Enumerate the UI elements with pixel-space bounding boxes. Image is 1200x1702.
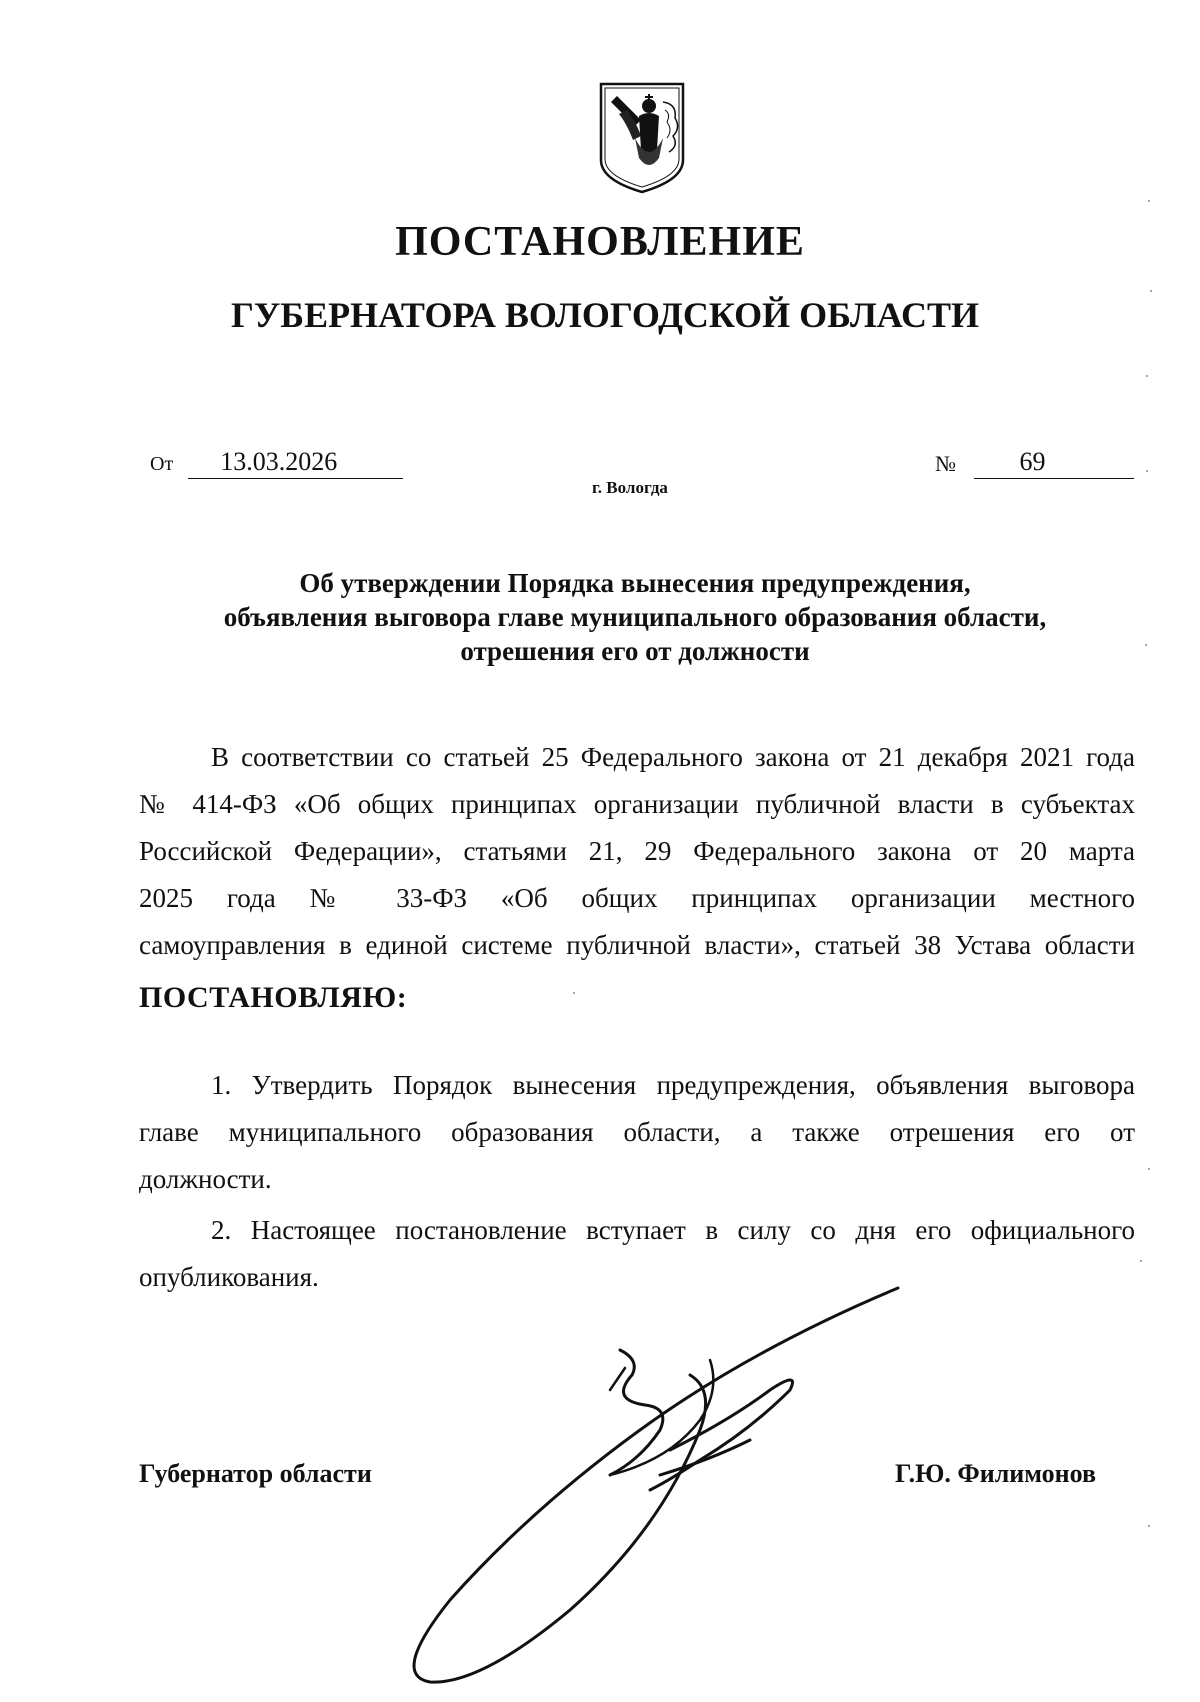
number-field	[935, 446, 1134, 479]
date-value: 13.03.2026	[188, 446, 403, 479]
handwritten-signature	[370, 1280, 910, 1690]
text-line: главе муниципального образования области, а также отрешения его от	[139, 1117, 1135, 1147]
number-value: 69	[974, 446, 1134, 479]
subject-line: Об утверждении Порядка вынесения предупреждения,	[299, 568, 971, 598]
signatory-position: Губернатор области	[139, 1459, 372, 1488]
preamble-paragraph	[139, 734, 1135, 969]
city-label: г. Вологда	[592, 478, 668, 497]
document-title: ПОСТАНОВЛЕНИЕ	[395, 219, 805, 265]
text-line: должности.	[139, 1164, 272, 1194]
text-line: 2025 года № 33-ФЗ «Об общих принципах организации местного	[139, 883, 1135, 913]
scan-speck	[1146, 470, 1148, 472]
item-1-paragraph	[139, 1062, 1135, 1203]
scan-speck	[573, 992, 575, 994]
text-line: 2. Настоящее постановление вступает в силу со дня его официального	[211, 1215, 1135, 1245]
decree-word: ПОСТАНОВЛЯЮ:	[139, 981, 408, 1014]
date-field	[150, 446, 403, 479]
coat-of-arms-icon	[597, 80, 687, 196]
text-line: 1. Утвердить Порядок вынесения предупреждения, объявления выговора	[211, 1070, 1135, 1100]
scan-speck	[1140, 1260, 1142, 1262]
subject-line: объявления выговора главе муниципального образования области,	[223, 602, 1047, 632]
text-line: № 414-ФЗ «Об общих принципах организации публичной власти в субъектах	[139, 789, 1135, 819]
text-line: В соответствии со статьей 25 Федерального закона от 21 декабря 2021 года	[211, 742, 1135, 772]
document-subject	[140, 566, 1130, 668]
subject-line: отрешения его от должности	[460, 636, 810, 666]
document-issuer: ГУБЕРНАТОРА ВОЛОГОДСКОЙ ОБЛАСТИ	[230, 295, 980, 335]
scan-speck	[1150, 290, 1152, 292]
text-line: Российской Федерации», статьями 21, 29 Федерального закона от 20 марта	[139, 836, 1135, 866]
scan-speck	[1148, 1525, 1150, 1527]
scan-speck	[1148, 1168, 1150, 1170]
scan-speck	[1146, 375, 1148, 377]
scan-speck	[1148, 200, 1150, 202]
date-label: От	[150, 453, 174, 475]
text-line: опубликования.	[139, 1262, 319, 1292]
signatory-name: Г.Ю. Филимонов	[895, 1459, 1097, 1488]
text-line: самоуправления в единой системе публичной власти», статьей 38 Устава области	[139, 930, 1135, 960]
number-label: №	[935, 451, 956, 476]
scan-speck	[1145, 644, 1147, 646]
